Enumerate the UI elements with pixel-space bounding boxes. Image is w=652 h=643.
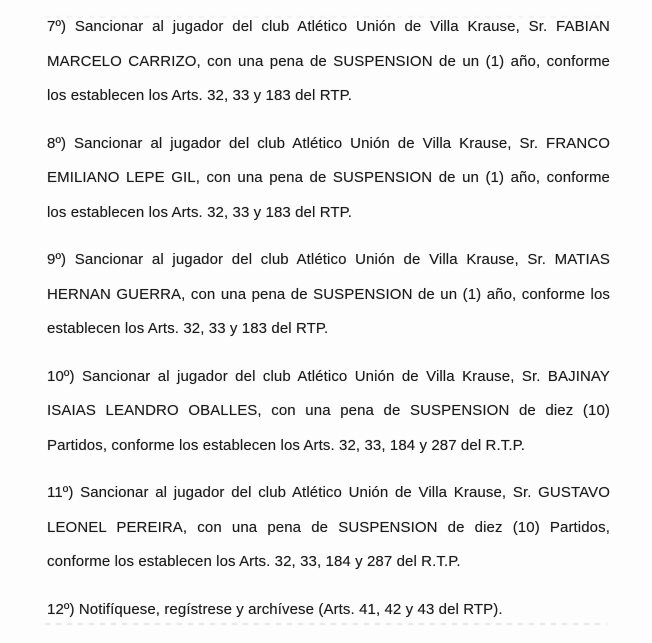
paragraph-line: LEONEL PEREIRA, con una pena de SUSPENSION de diez (10) Partidos,	[47, 518, 610, 536]
paragraph-line: 10º) Sancionar al jugador del club Atlético Unión de Villa Krause, Sr. BAJINAY	[47, 367, 610, 385]
paragraph-line: Partidos, conforme los establecen los Arts. 32, 33, 184 y 287 del R.T.P.	[47, 436, 526, 454]
paragraph-line: EMILIANO LEPE GIL, con una pena de SUSPENSION de un (1) año, conforme	[47, 169, 610, 186]
paragraph-10	[47, 360, 610, 464]
paragraph-8	[47, 127, 610, 231]
paragraph-line: 12º) Notifíquese, regístrese y archívese (Arts. 41, 42 y 43 del RTP).	[47, 600, 503, 618]
paragraph-12	[47, 593, 610, 628]
paragraph-line: 11º) Sancionar al jugador del club Atlético Unión de Villa Krause, Sr. GUSTAVO	[47, 484, 610, 501]
paragraph-line: 7º) Sancionar al jugador del club Atlético Unión de Villa Krause, Sr. FABIAN	[47, 18, 610, 35]
paragraph-line: conforme los establecen los Arts. 32, 33, 184 y 287 del R.T.P.	[47, 553, 461, 570]
paragraph-line: establecen los Arts. 32, 33 y 183 del RTP.	[47, 320, 329, 337]
paragraph-line: MARCELO CARRIZO, con una pena de SUSPENSION de un (1) año, conforme	[47, 52, 610, 70]
paragraph-11	[47, 476, 610, 580]
paragraph-7	[47, 10, 610, 114]
paragraph-line: 8º) Sancionar al jugador del club Atlético Unión de Villa Krause, Sr. FRANCO	[47, 134, 610, 152]
paragraph-9	[47, 243, 610, 347]
paragraph-line: los establecen los Arts. 32, 33 y 183 del RTP.	[47, 203, 353, 221]
paragraph-line: ISAIAS LEANDRO OBALLES, con una pena de SUSPENSION de diez (10)	[47, 402, 610, 419]
paragraph-line: HERNAN GUERRA, con una pena de SUSPENSION de un (1) año, conforme los	[47, 285, 610, 303]
paragraph-line: los establecen los Arts. 32, 33 y 183 del RTP.	[47, 87, 353, 104]
paragraph-line: 9º) Sancionar al jugador del club Atlético Unión de Villa Krause, Sr. MATIAS	[47, 251, 610, 268]
